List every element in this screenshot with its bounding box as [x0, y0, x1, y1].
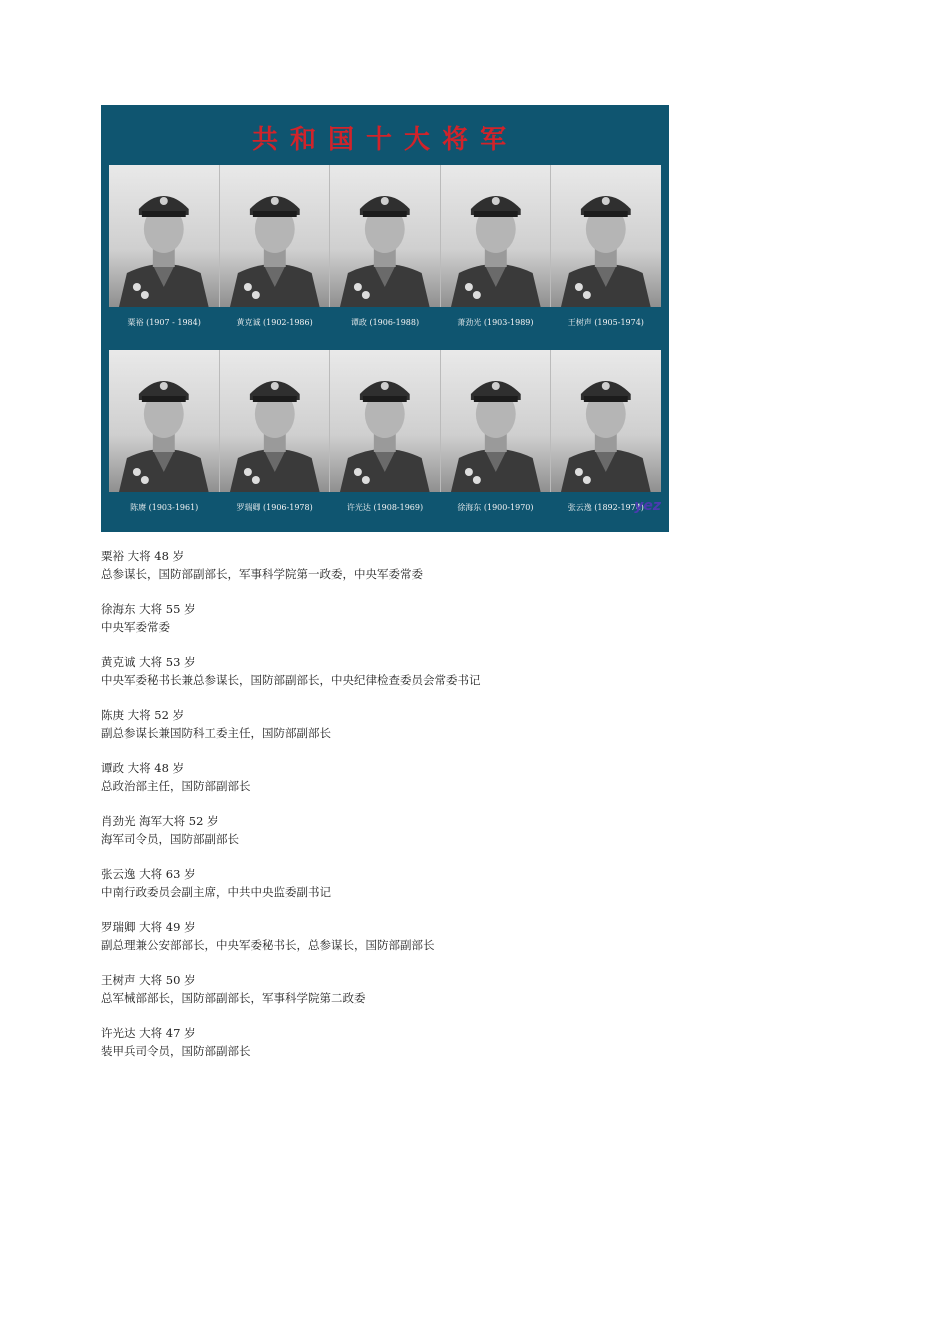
general-entry	[101, 1024, 481, 1077]
general-name-rank-age: 罗瑞卿 大将 49 岁	[101, 920, 196, 934]
portrait-caption: 萧劲光 (1903-1989)	[457, 318, 534, 327]
general-duties: 副总理兼公安部部长，中央军委秘书长，总参谋长，国防部副部长	[101, 938, 435, 952]
general-name-rank-age: 许光达 大将 47 岁	[101, 1026, 196, 1040]
generals-list	[101, 547, 481, 1077]
portrait-photo	[109, 165, 220, 307]
portrait-caption: 谭政 (1906-1988)	[350, 318, 420, 327]
portrait-photo	[551, 350, 661, 492]
general-name-rank-age: 黄克诚 大将 53 岁	[101, 655, 196, 669]
portrait-photo	[330, 350, 441, 492]
poster-title: 共和国十大将军	[251, 125, 518, 155]
caption-row-bottom	[109, 500, 661, 516]
portrait-caption: 许光达 (1908-1969)	[346, 503, 424, 512]
portrait-caption: 王树声 (1905-1974)	[567, 318, 644, 327]
portrait-photo	[220, 350, 331, 492]
portrait-caption: 粟裕 (1907 - 1984)	[127, 318, 201, 327]
general-duties: 总军械部部长，国防部副部长，军事科学院第二政委	[101, 991, 366, 1005]
general-entry	[101, 812, 481, 865]
general-duties: 海军司令员，国防部副部长	[101, 832, 239, 846]
general-entry	[101, 706, 481, 759]
portrait-photo	[330, 165, 441, 307]
general-duties: 中央军委秘书长兼总参谋长，国防部副部长，中央纪律检查委员会常委书记	[101, 673, 481, 687]
portrait-row-bottom	[109, 350, 661, 492]
general-name-rank-age: 谭政 大将 48 岁	[101, 761, 185, 775]
portrait-caption: 黄克诚 (1902-1986)	[236, 318, 313, 327]
portrait-caption: 张云逸 (1892-1974)	[567, 503, 644, 512]
general-name-rank-age: 张云逸 大将 63 岁	[101, 867, 196, 881]
general-duties: 总参谋长，国防部副部长，军事科学院第一政委，中央军委常委	[101, 567, 423, 581]
general-duties: 总政治部主任，国防部副部长	[101, 779, 251, 793]
portrait-photo	[441, 165, 552, 307]
portrait-caption: 徐海东 (1900-1970)	[457, 503, 534, 512]
general-name-rank-age: 肖劲光 海军大将 52 岁	[101, 814, 219, 828]
general-name-rank-age: 陈庚 大将 52 岁	[101, 708, 185, 722]
general-entry	[101, 759, 481, 812]
generals-poster-image	[101, 105, 669, 532]
general-duties: 中央军委常委	[101, 620, 170, 634]
general-duties: 中南行政委员会副主席，中共中央监委副书记	[101, 885, 331, 899]
general-name-rank-age: 徐海东 大将 55 岁	[101, 602, 196, 616]
general-name-rank-age: 王树声 大将 50 岁	[101, 973, 196, 987]
general-name-rank-age: 粟裕 大将 48 岁	[101, 549, 185, 563]
portrait-photo	[220, 165, 331, 307]
portrait-caption: 陈赓 (1903-1961)	[130, 503, 199, 512]
general-duties: 副总参谋长兼国防科工委主任，国防部副部长	[101, 726, 331, 740]
general-entry	[101, 547, 481, 600]
general-entry	[101, 971, 481, 1024]
general-entry	[101, 865, 481, 918]
general-duties: 装甲兵司令员，国防部副部长	[101, 1044, 251, 1058]
general-entry	[101, 653, 481, 706]
general-entry	[101, 600, 481, 653]
watermark-logo: yez	[634, 498, 661, 514]
portrait-caption: 罗瑞卿 (1906-1978)	[236, 503, 313, 512]
portrait-photo	[551, 165, 661, 307]
portrait-photo	[441, 350, 552, 492]
general-entry	[101, 918, 481, 971]
caption-row-top	[109, 315, 661, 331]
portrait-photo	[109, 350, 220, 492]
portrait-row-top	[109, 165, 661, 307]
